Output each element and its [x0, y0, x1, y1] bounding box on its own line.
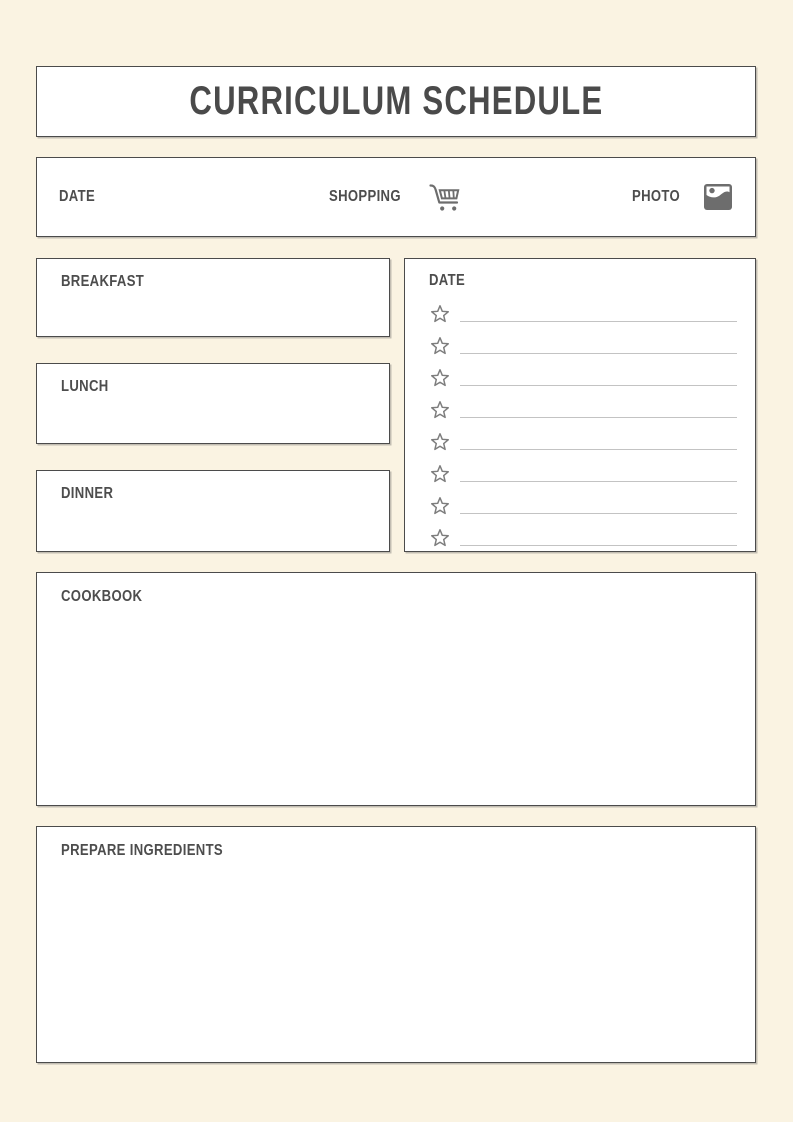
photo-label: PHOTO	[632, 188, 681, 205]
breakfast-label: BREAKFAST	[61, 273, 145, 290]
info-bar	[36, 157, 756, 237]
star-icon	[429, 367, 451, 389]
list-item[interactable]	[429, 390, 737, 422]
list-item[interactable]	[429, 486, 737, 518]
shopping-cart-icon	[427, 181, 463, 214]
star-icon	[429, 335, 451, 357]
star-icon	[429, 495, 451, 517]
cookbook-box[interactable]	[36, 572, 756, 806]
page-title: CURRICULUM SCHEDULE	[189, 79, 603, 123]
lunch-label: LUNCH	[61, 378, 109, 395]
dinner-box[interactable]	[36, 470, 390, 552]
star-icon	[429, 463, 451, 485]
star-icon	[429, 399, 451, 421]
list-item[interactable]	[429, 294, 737, 326]
title-box	[36, 66, 756, 137]
write-line[interactable]	[460, 321, 737, 322]
photo-icon	[703, 183, 733, 211]
list-item[interactable]	[429, 518, 737, 550]
star-icon	[429, 431, 451, 453]
write-line[interactable]	[460, 417, 737, 418]
write-line[interactable]	[460, 513, 737, 514]
list-item[interactable]	[429, 358, 737, 390]
write-line[interactable]	[460, 353, 737, 354]
list-item[interactable]	[429, 454, 737, 486]
date-list-box	[404, 258, 756, 552]
cookbook-label: COOKBOOK	[61, 588, 143, 605]
breakfast-box[interactable]	[36, 258, 390, 337]
prepare-ingredients-box[interactable]	[36, 826, 756, 1063]
lunch-box[interactable]	[36, 363, 390, 444]
list-item[interactable]	[429, 422, 737, 454]
star-icon	[429, 303, 451, 325]
info-shopping-section[interactable]	[259, 181, 533, 214]
list-item[interactable]	[429, 326, 737, 358]
date-label: DATE	[59, 188, 96, 205]
shopping-label: SHOPPING	[329, 188, 402, 205]
date-star-list	[429, 294, 737, 550]
write-line[interactable]	[460, 481, 737, 482]
star-icon	[429, 527, 451, 549]
date-list-label: DATE	[429, 272, 466, 289]
prepare-ingredients-label: PREPARE INGREDIENTS	[61, 842, 224, 859]
info-photo-section[interactable]	[533, 183, 733, 211]
info-date-section[interactable]	[59, 188, 259, 206]
write-line[interactable]	[460, 449, 737, 450]
write-line[interactable]	[460, 545, 737, 546]
dinner-label: DINNER	[61, 485, 114, 502]
write-line[interactable]	[460, 385, 737, 386]
